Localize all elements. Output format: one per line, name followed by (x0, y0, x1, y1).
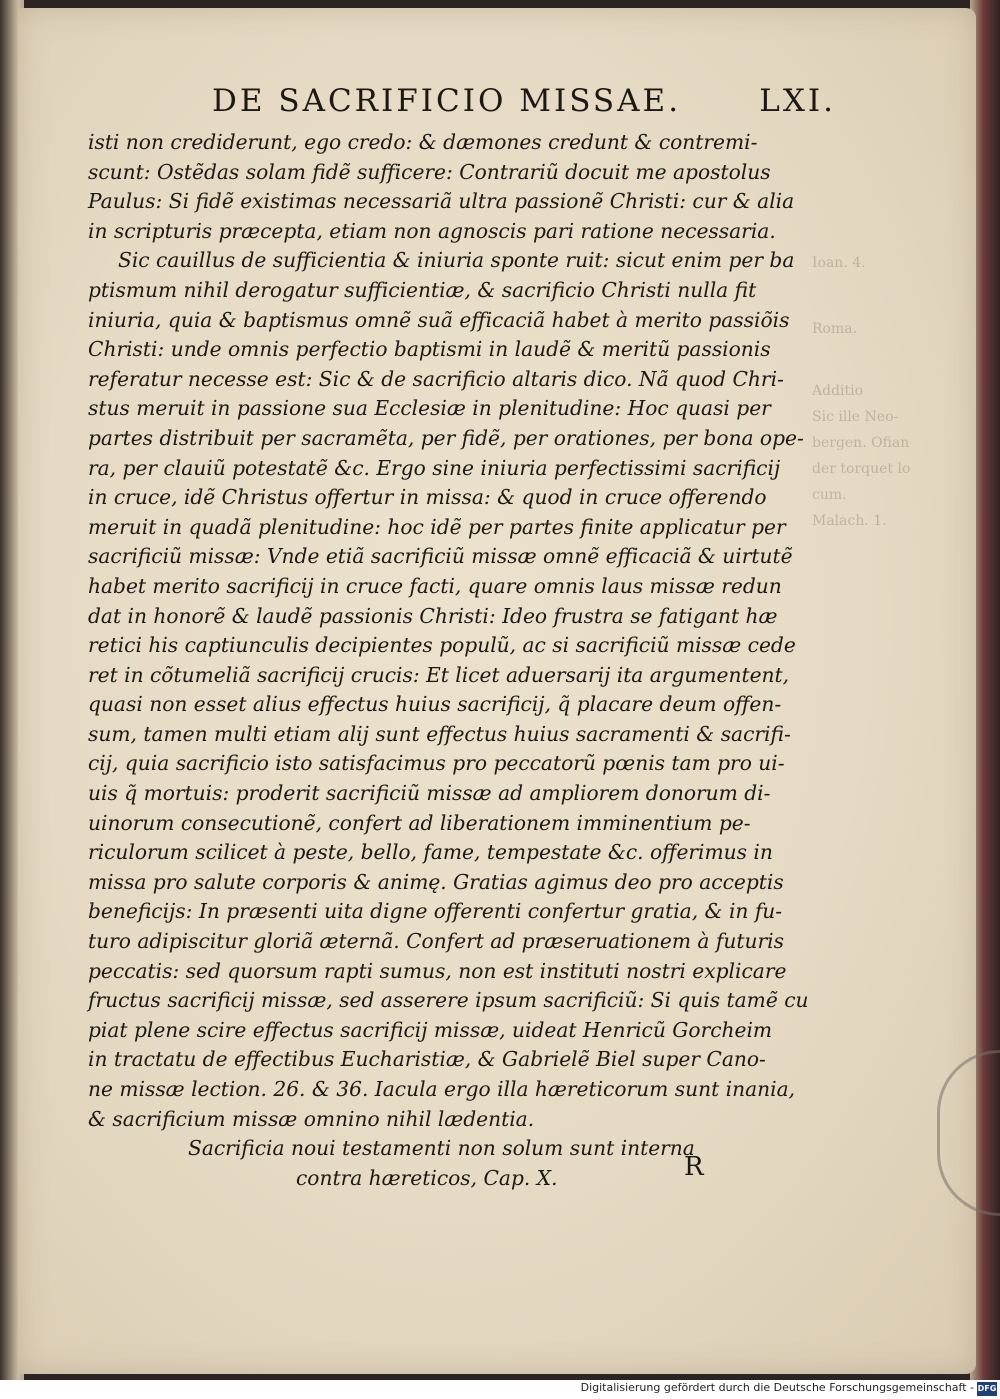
text-line: ne missæ lection. 26. & 36. Iacula ergo illa hæreticorum sunt inania, (88, 1077, 796, 1101)
bleed-note: Ioan. 4. (812, 255, 866, 271)
text-line: in scripturis præcepta, etiam non agnoscis pari ratione necessaria. (88, 218, 776, 243)
text-line: sacrificiũ missæ: Vnde etiã sacrificiũ missæ omnẽ efficaciã & uirtutẽ (88, 544, 793, 569)
text-line: partes distribuit per sacramẽta, per fidẽ, per orationes, per bona ope- (88, 425, 804, 450)
text-line: Paulus: Si fidẽ existimas necessariã ultra passionẽ Christi: cur & alia (88, 189, 795, 214)
text-line: in cruce, idẽ Christus offertur in missa: & quod in cruce offerendo (88, 485, 767, 510)
text-line: in tractatu de effectibus Eucharistiæ, & Gabrielẽ Biel super Cano- (88, 1047, 766, 1072)
text-line: retici his captiunculis decipientes populũ, ac si sacrificiũ missæ cede (88, 633, 796, 658)
text-line: dat in honorẽ & laudẽ passionis Christi: Ideo frustra se fatigant hæ (88, 603, 778, 628)
text-line: habet merito sacrificij in cruce facti, quare omnis laus missæ redun (88, 573, 782, 598)
text-line: peccatis: sed quorsum rapti sumus, non est instituti nostri explicare (88, 958, 787, 983)
text-line: ra, per clauiũ potestatẽ &c. Ergo sine iniuria perfectissimi sacrificij (88, 455, 781, 480)
body-text (88, 128, 828, 1193)
dfg-logo-icon: DFG (977, 1382, 997, 1396)
text-line: beneficijs: In præsenti uita digne offerenti confertur gratia, & in fu- (88, 899, 783, 924)
text-line: ptismum nihil derogatur sufficientiæ, & sacrificio Christi nulla fit (88, 277, 757, 302)
text-line: referatur necesse est: Sic & de sacrificio altaris dico. Nã quod Chri- (88, 366, 784, 391)
text-line: riculorum scilicet à peste, bello, fame, tempestate &c. offerimus in (88, 840, 773, 865)
text-line: meruit in quadã plenitudine: hoc idẽ per partes finite applicatur per (88, 514, 786, 539)
funding-credit: Digitalisierung gefördert durch die Deutsche Forschungsgemeinschaft - (580, 1381, 974, 1394)
text-line: uinorum consecutionẽ, confert ad liberationem imminentium pe- (88, 810, 751, 835)
text-line: Christi: unde omnis perfectio baptismi in laudẽ & meritũ passionis (88, 337, 771, 362)
folio-number: LXI. (759, 83, 836, 119)
bleed-note: bergen. Ofian (812, 435, 910, 451)
bleed-note: Malach. 1. (812, 513, 887, 529)
bleed-note: Roma. (812, 321, 858, 337)
bleed-note: der torquet lo (812, 461, 911, 477)
bleed-note: Sic ille Neo- (812, 409, 899, 425)
text-line: iniuria, quia & baptismus omnẽ suã efficaciã habet à merito passiõis (88, 307, 790, 332)
text-line: turo adipiscitur gloriã æternã. Confert ad præseruationem à futuris (88, 929, 784, 954)
chapter-heading: contra hæreticos, Cap. X. (296, 1165, 558, 1190)
bleed-note: Additio (812, 383, 864, 399)
text-line: stus meruit in passione sua Ecclesiæ in plenitudine: Hoc quasi per (88, 396, 771, 421)
chapter-heading: Sacrificia noui testamenti non solum sunt interna (188, 1136, 695, 1161)
text-line: uis q̃ mortuis: proderit sacrificiũ missæ ad ampliorem donorum di- (88, 781, 771, 806)
bleed-note: cum. (812, 487, 847, 503)
text-line: isti non crediderunt, ego credo: & dæmones credunt & contremi- (88, 130, 758, 154)
text-line: missa pro salute corporis & animę. Gratias agimus deo pro acceptis (88, 869, 784, 894)
text-line: cij, quia sacrificio isto satisfacimus pro peccatorũ pœnis tam pro ui- (88, 751, 785, 776)
bleed-through-margin-notes (812, 250, 952, 534)
running-title: DE SACRIFICIO MISSAE. (212, 83, 682, 119)
running-head (88, 78, 836, 124)
text-line-paragraph-start: Sic cauillus de sufficientia & iniuria sponte ruit: sicut enim per ba (118, 248, 795, 273)
text-line: ret in cõtumeliã sacrificij crucis: Et licet aduersarij ita argumentent, (88, 662, 790, 687)
text-line: quasi non esset alius effectus huius sacrificij, q̃ placare deum offen- (88, 692, 782, 717)
signature-mark: R (684, 1152, 704, 1182)
text-line: & sacrificium missæ omnino nihil lædentia. (88, 1106, 535, 1131)
text-line: scunt: Ostẽdas solam fidẽ sufficere: Contrariũ docuit me apostolus (88, 159, 771, 184)
text-line: sum, tamen multi etiam alij sunt effectus huius sacramenti & sacrifi- (88, 721, 791, 746)
text-line: piat plene scire effectus sacrificij missæ, uideat Henricũ Gorcheim (88, 1017, 773, 1042)
text-line: fructus sacrificij missæ, sed asserere ipsum sacrificiũ: Si quis tamẽ cu (88, 988, 809, 1013)
